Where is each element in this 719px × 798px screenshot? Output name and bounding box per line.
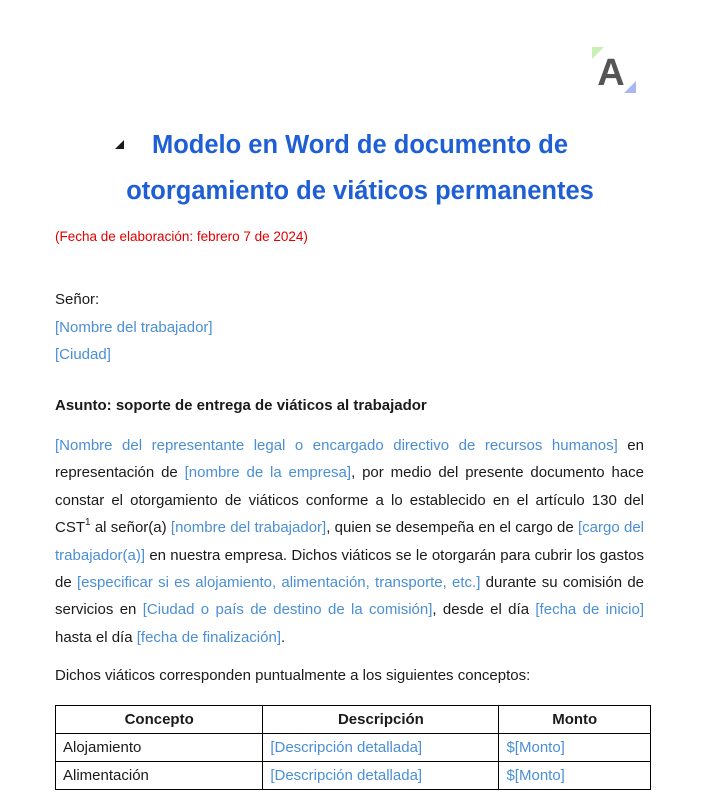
recipient-name: [Nombre del trabajador] — [55, 318, 213, 336]
cell-description: [Descripción detallada] — [263, 762, 499, 790]
body-text: , por medio del presente documento hace constar el otorgamiento de viáticos conforme a lo establecido en el artículo 130 del CST — [55, 464, 645, 537]
body-text: al señor(a) — [90, 519, 171, 537]
document-title — [60, 122, 660, 214]
concepts-intro: Dichos viáticos corresponden puntualmente a los siguientes conceptos: — [55, 667, 531, 684]
body-text: hasta el día — [55, 628, 137, 646]
placeholder-position: [cargo del trabajador(a)] — [55, 519, 644, 564]
body-text: en representación de — [55, 437, 644, 482]
address-block — [55, 286, 213, 369]
table-header-row — [56, 706, 651, 734]
elaboration-date: (Fecha de elaboración: febrero 7 de 2024) — [55, 229, 308, 244]
header-concepto: Concepto — [56, 706, 263, 734]
placeholder-start-date: [fecha de inicio] — [535, 601, 644, 619]
footnote-reference[interactable]: 1 — [85, 517, 91, 529]
subject-line: Asunto: soporte de entrega de viáticos al trabajador — [55, 397, 427, 414]
body-paragraph — [55, 432, 644, 651]
table-row — [56, 762, 651, 790]
placeholder-expenses: [especificar si es alojamiento, alimentación, transporte, etc.] — [76, 574, 481, 592]
body-text: , desde el día — [432, 601, 536, 619]
body-text: en nuestra empresa. Dichos viáticos se le otorgarán para cubrir los gastos de — [55, 546, 644, 592]
cell-concept: Alimentación — [56, 762, 263, 790]
placeholder-representative: [Nombre del representante legal o encargado directivo de recursos humanos] — [55, 437, 618, 454]
title-line-1: Modelo en Word de documento de — [151, 131, 569, 159]
body-text: . — [281, 628, 286, 646]
placeholder-company: [nombre de la empresa] — [184, 464, 352, 482]
recipient-city: [Ciudad] — [55, 346, 111, 363]
body-text: , quien se desempeña en el cargo de — [326, 519, 579, 537]
cell-description: [Descripción detallada] — [263, 734, 499, 762]
collapse-triangle-icon[interactable] — [115, 140, 124, 149]
concepts-table — [55, 705, 651, 790]
title-line-2: otorgamiento de viáticos permanentes — [126, 177, 594, 205]
salutation: Señor: — [55, 291, 100, 308]
cell-amount: $[Monto] — [499, 762, 651, 790]
body-text: durante su comisión de servicios en — [55, 574, 645, 619]
svg-text:A: A — [597, 52, 625, 94]
placeholder-worker: [nombre del trabajador] — [170, 519, 327, 537]
logo-a-icon — [590, 45, 638, 95]
placeholder-destination: [Ciudad o país de destino de la comisión] — [142, 601, 433, 619]
placeholder-end-date: [fecha de finalización] — [136, 628, 281, 646]
table-row — [56, 734, 651, 762]
header-monto: Monto — [499, 706, 651, 734]
cell-concept: Alojamiento — [56, 734, 263, 762]
header-descripcion: Descripción — [263, 706, 499, 734]
cell-amount: $[Monto] — [499, 734, 651, 762]
